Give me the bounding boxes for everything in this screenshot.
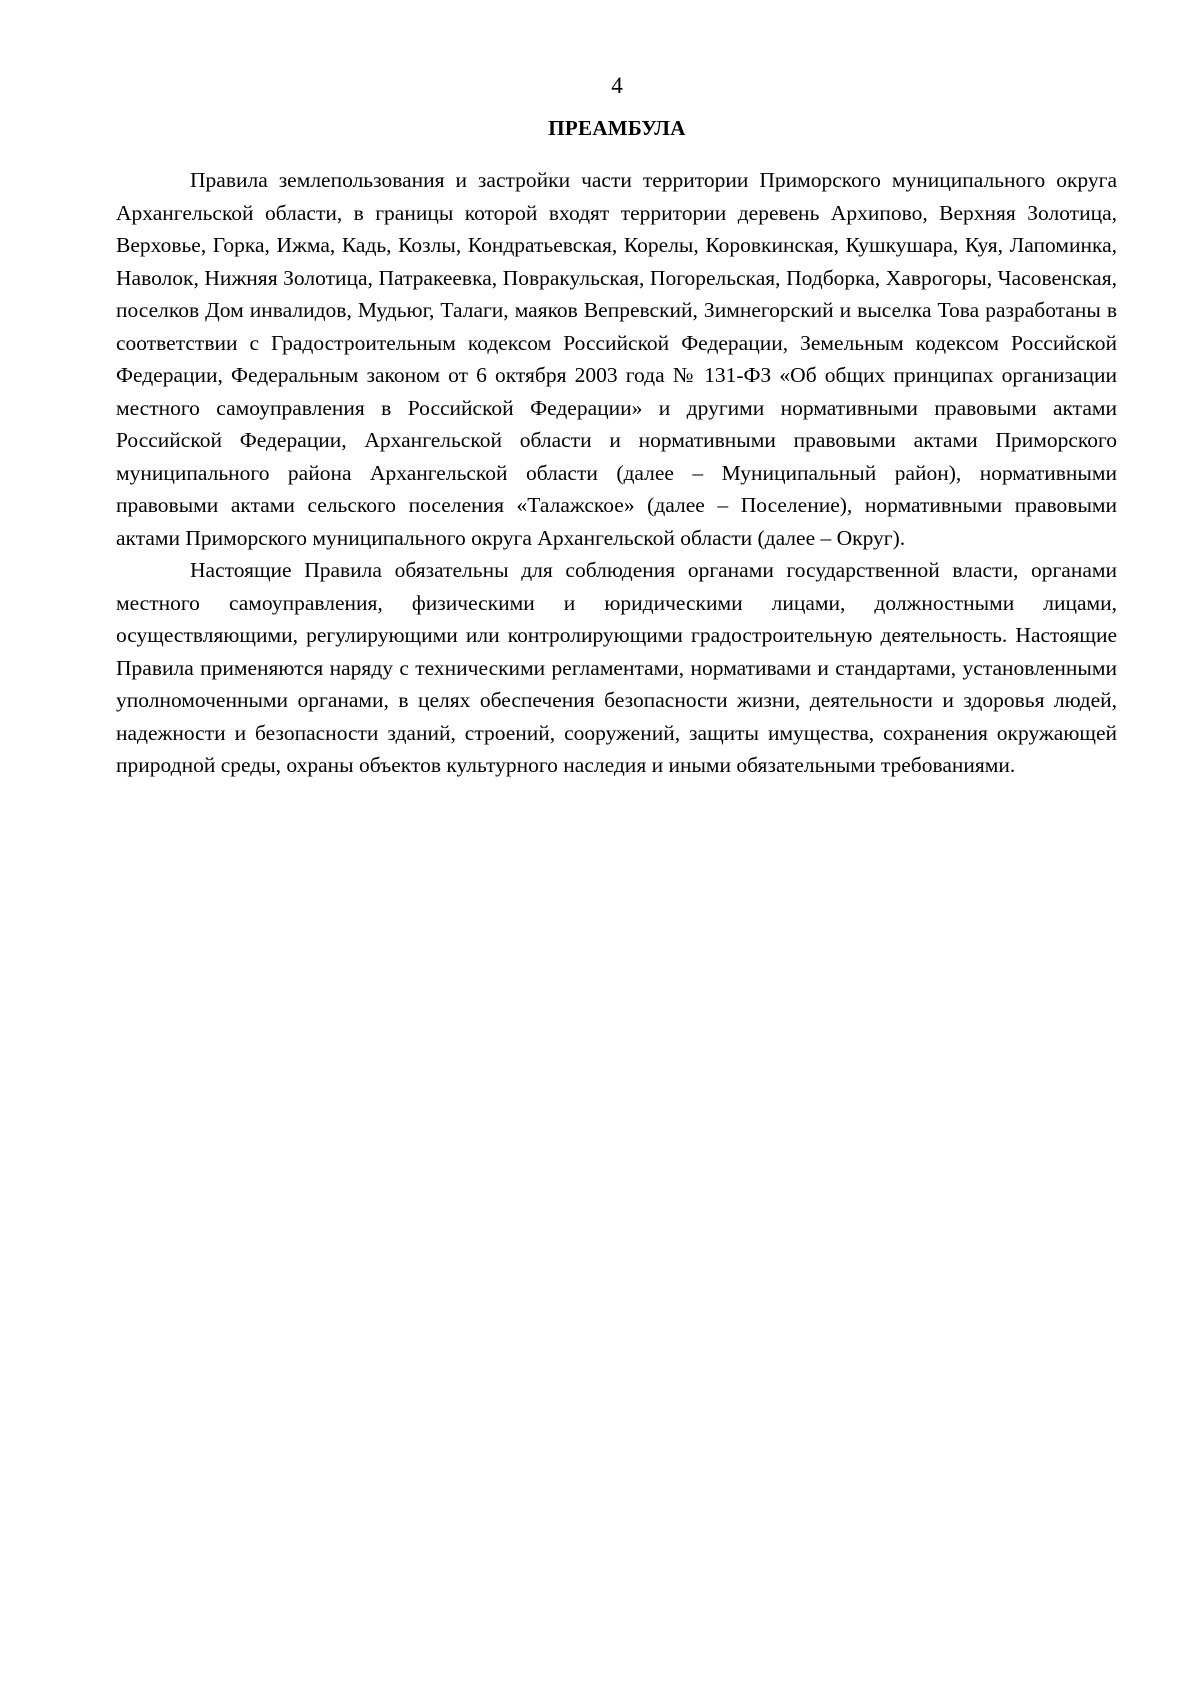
section-heading: ПРЕАМБУЛА: [548, 116, 686, 140]
paragraph-preamble-obligations: Настоящие Правила обязательны для соблюдения органами государственной власти, органами местного самоуправления, физическими и юридическими лицами, должностными лицами, осуществляющими, регулирующими или контролирующими градостроительную деятельность. Настоящие Правила применяются наряду с техническими регламентами, нормативами и стандартами, установленными уполномоченными органами, в целях обеспечения безопасности жизни, деятельности и здоровья людей, надежности и безопасности зданий, строений, сооружений, защиты имущества, сохранения окружающей природной среды, охраны объектов культурного наследия и иными обязательными требованиями.: [116, 558, 1117, 777]
page-number: 4: [611, 73, 623, 98]
paragraph-preamble-scope: Правила землепользования и застройки части территории Приморского муниципального округа Архангельской области, в границы которой входят территории деревень Архипово, Верхняя Золотица, Верховье, Горка, Ижма, Кадь, Козлы, Кондратьевская, Корелы, Коровкинская, Кушкушара, Куя, Лапоминка, Наволок, Нижняя Золотица, Патракеевка, Повракульская, Погорельская, Подборка, Хаврогоры, Часовенская, поселков Дом инвалидов, Мудьюг, Талаги, маяков Вепревский, Зимнегорский и выселка Това разработаны в соответствии с Градостроительным кодексом Российской Федерации, Земельным кодексом Российской Федерации, Федеральным законом от 6 октября 2003 года № 131-ФЗ «Об общих принципах организации местного самоуправления в Российской Федерации» и другими нормативными правовыми актами Российской Федерации, Архангельской области и нормативными правовыми актами Приморского муниципального района Архангельской области (далее – Муниципальный район), нормативными правовыми актами сельского поселения «Талажское» (далее – Поселение), нормативными правовыми актами Приморского муниципального округа Архангельской области (далее – Округ).: [116, 168, 1117, 550]
document-body: [116, 164, 1117, 782]
